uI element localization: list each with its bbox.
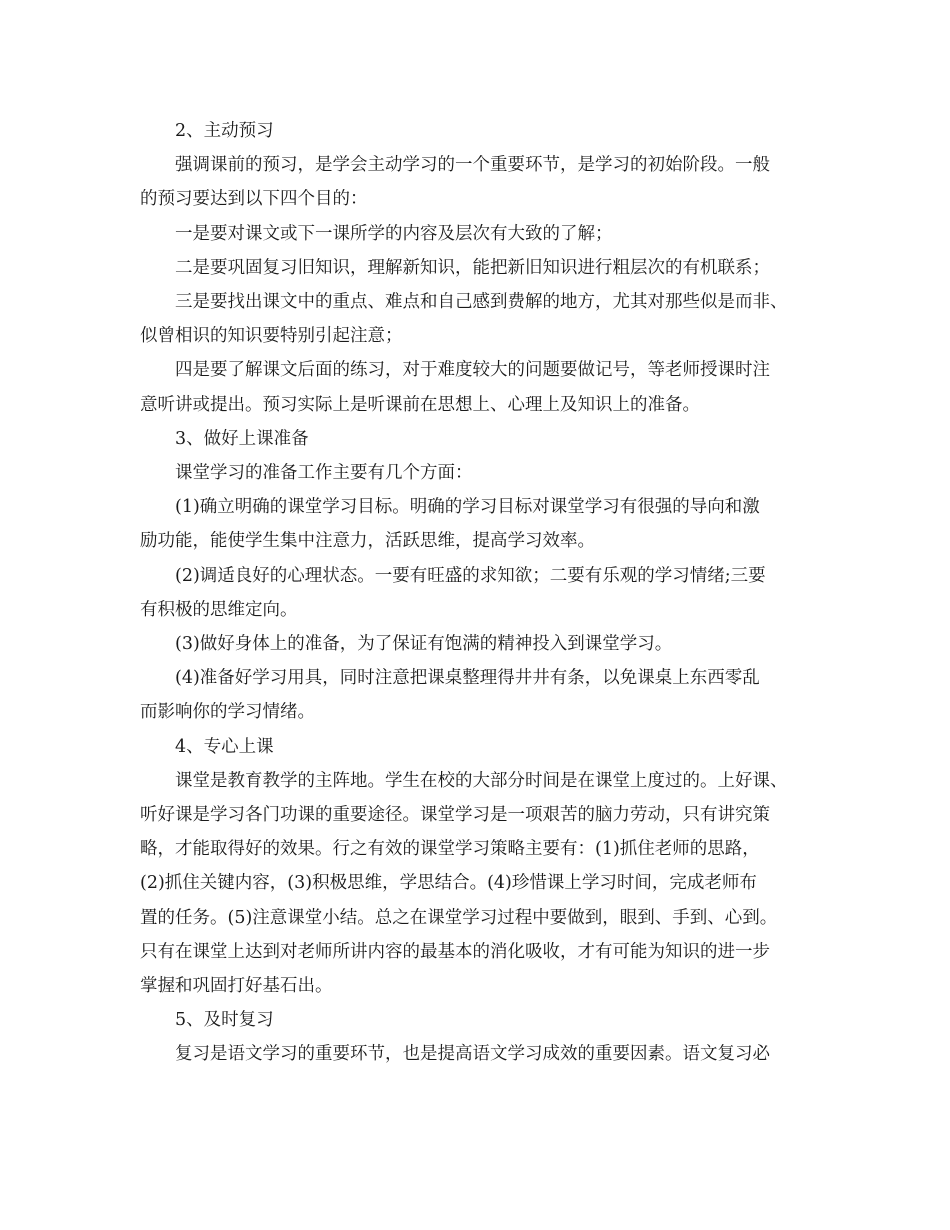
paragraph bbox=[140, 661, 820, 729]
text-line: (2)抓住关键内容，(3)积极思维，学思结合。(4)珍惜课上学习时间，完成老师布 bbox=[140, 873, 757, 894]
text-line: 的预习要达到以下四个目的： bbox=[140, 189, 368, 210]
text-line: 有积极的思维定向。 bbox=[140, 599, 298, 620]
text-line: (4)准备好学习用具，同时注意把课桌整理得井井有条，以免课桌上东西零乱 bbox=[175, 668, 760, 689]
text-line: (1)确立明确的课堂学习目标。明确的学习目标对课堂学习有很强的导向和激 bbox=[175, 497, 760, 518]
paragraph bbox=[140, 627, 820, 661]
text-line: 听好课是学习各门功课的重要途径。课堂学习是一项艰苦的脑力劳动，只有讲究策 bbox=[140, 805, 770, 826]
text-line: 强调课前的预习，是学会主动学习的一个重要环节，是学习的初始阶段。一般 bbox=[175, 155, 770, 176]
text-line: 课堂学习的准备工作主要有几个方面： bbox=[175, 463, 473, 484]
text-line: (2)调适良好的心理状态。一要有旺盛的求知欲；二要有乐观的学习情绪;三要 bbox=[175, 565, 766, 586]
text-line: 5、及时复习 bbox=[175, 1010, 274, 1031]
text-line: 四是要了解课文后面的练习，对于难度较大的问题要做记号，等老师授课时注 bbox=[175, 360, 770, 381]
text-line: 2、主动预习 bbox=[175, 121, 274, 141]
text-line: 掌握和巩固打好基石出。 bbox=[140, 976, 333, 997]
paragraph bbox=[140, 764, 820, 1003]
text-line: 3、做好上课准备 bbox=[175, 428, 309, 449]
paragraph bbox=[140, 217, 820, 251]
text-line: (3)做好身体上的准备，为了保证有饱满的精神投入到课堂学习。 bbox=[175, 634, 673, 655]
section-heading-preview bbox=[140, 114, 820, 148]
section-heading-attention bbox=[140, 730, 820, 764]
text-line: 一是要对课文或下一课所学的内容及层次有大致的了解； bbox=[175, 223, 613, 244]
text-line: 课堂是教育教学的主阵地。学生在校的大部分时间是在课堂上度过的。上好课、 bbox=[175, 770, 788, 791]
paragraph bbox=[140, 285, 820, 353]
section-heading-review bbox=[140, 1003, 820, 1037]
paragraph bbox=[140, 490, 820, 558]
text-line: 略，才能取得好的效果。行之有效的课堂学习策略主要有：(1)抓住老师的思路， bbox=[140, 839, 760, 860]
paragraph bbox=[140, 148, 820, 216]
text-line: 4、专心上课 bbox=[175, 736, 274, 757]
text-line: 而影响你的学习情绪。 bbox=[140, 702, 315, 723]
text-line: 复习是语文学习的重要环节，也是提高语文学习成效的重要因素。语文复习必 bbox=[175, 1044, 770, 1065]
paragraph bbox=[140, 1037, 820, 1071]
text-line: 意听讲或提出。预习实际上是听课前在思想上、心理上及知识上的准备。 bbox=[140, 394, 700, 415]
text-line: 似曾相识的知识要特别引起注意； bbox=[140, 326, 403, 347]
text-line: 励功能，能使学生集中注意力，活跃思维，提高学习效率。 bbox=[140, 531, 595, 552]
paragraph bbox=[140, 456, 820, 490]
section-heading-preparation bbox=[140, 422, 820, 456]
document-body bbox=[140, 114, 820, 1072]
paragraph bbox=[140, 353, 820, 421]
text-line: 二是要巩固复习旧知识，理解新知识，能把新旧知识进行粗层次的有机联系； bbox=[175, 257, 770, 278]
paragraph bbox=[140, 251, 820, 285]
paragraph bbox=[140, 559, 820, 627]
text-line: 只有在课堂上达到对老师所讲内容的最基本的消化吸收，才有可能为知识的进一步 bbox=[140, 941, 770, 962]
text-line: 三是要找出课文中的重点、难点和自己感到费解的地方，尤其对那些似是而非、 bbox=[175, 292, 788, 313]
text-line: 置的任务。(5)注意课堂小结。总之在课堂学习过程中要做到，眼到、手到、心到。 bbox=[140, 907, 778, 928]
